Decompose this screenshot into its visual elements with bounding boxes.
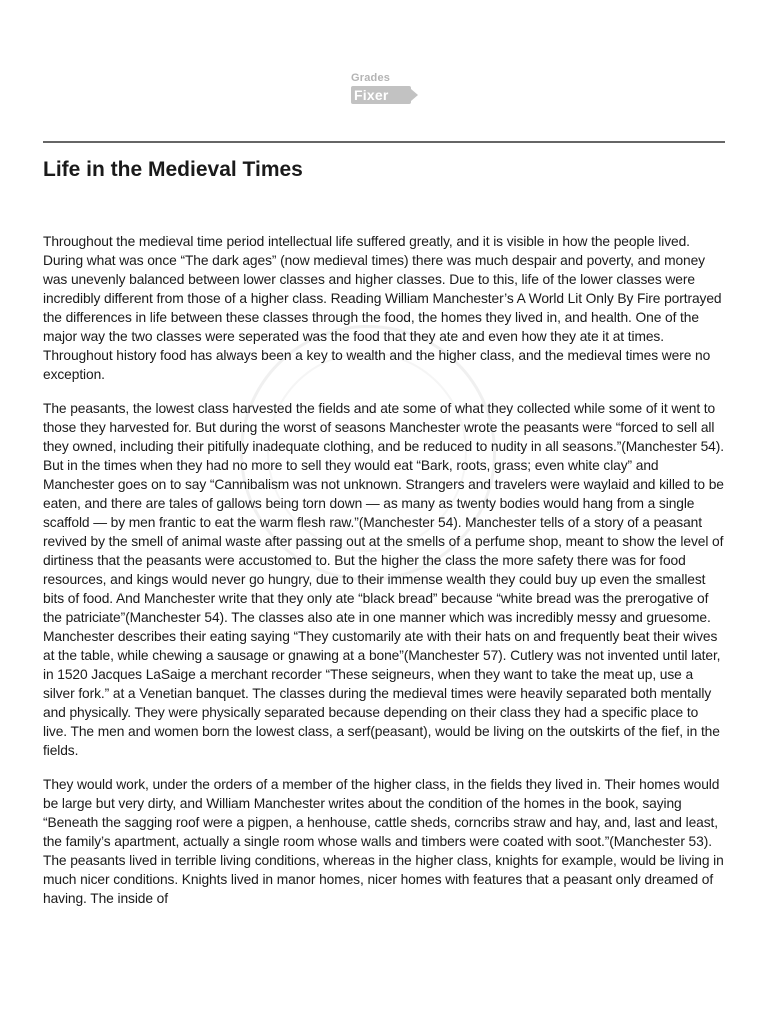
logo-text-fixer: Fixer (354, 87, 389, 103)
essay-paragraph-1: Throughout the medieval time period intellectual life suffered greatly, and it is visible in how the people lived. During what was once “The dark ages” (now medieval times) there was much despair and poverty, and money was unevenly balanced between lower classes and higher classes. Due to this, life of the lower classes were incredibly different from those of a higher class. Reading William Manchester’s A World Lit Only By Fire portrayed the differences in life between these classes through the food, the homes they lived in, and health. One of the major way the two classes were seperated was the food that they ate and even how they ate it at times. Throughout history food has always been a key to wealth and the higher class, and the medieval times were no exception. (43, 234, 722, 382)
logo-badge (351, 86, 411, 104)
document-title: Life in the Medieval Times (43, 158, 303, 181)
essay-body (43, 232, 725, 923)
logo-arrow-icon (411, 89, 418, 101)
essay-paragraph-2: The peasants, the lowest class harvested the fields and ate some of what they collected while some of it went to those they harvested for. But during the worst of seasons Manchester wrote the peasants were “forced to sell all they owned, including their pitifully inadequate clothing, and be reduced to nudity in all seasons.”(Manchester 54). But in the times when they had no more to sell they would eat “Bark, roots, grass; even white clay” and Manchester goes on to say “Cannibalism was not unknown. Strangers and travelers were waylaid and killed to be eaten, and there are tales of gallows being torn down — as many as twenty bodies would hang from a single scaffold — by men frantic to eat the warm flesh raw.”(Manchester 54). Manchester tells of a story of a peasant revived by the smell of animal waste after passing out at the smells of a perfume shop, meant to show the level of dirtiness that the peasants were accustomed to. But the higher the class the more safety there was for food resources, and kings would never go hungry, due to their immense wealth they could buy up even the smallest bits of food. And Manchester write that they only ate “black bread” because “white bread was the prerogative of the patriciate”(Manchester 54). The classes also ate in one manner which was incredibly messy and gruesome. Manchester describes their eating saying “They customarily ate with their hats on and frequently beat their wives at the table, while chewing a sausage or gnawing at a bone”(Manchester 57). Cutlery was not invented until later, in 1520 Jacques LaSaige a merchant recorder “These seigneurs, when they want to take the meat up, use a silver fork.” at a Venetian banquet. The classes during the medieval times were heavily separated both mentally and physically. They were physically separated because depending on their class they had a specific place to live. The men and women born the lowest class, a serf(peasant), would be living on the outskirts of the fief, in the fields. (43, 401, 724, 758)
header-divider (43, 141, 725, 143)
logo-text-grades: Grades (351, 72, 391, 84)
gradesfixer-logo (351, 72, 423, 106)
essay-paragraph-3: They would work, under the orders of a member of the higher class, in the fields they lived in. Their homes would be large but very dirty, and William Manchester writes about the condition of the homes in the book, saying “Beneath the sagging roof were a pigpen, a henhouse, cattle sheds, corncribs straw and hay, and, last and least, the family’s apartment, actually a single room whose walls and timbers were coated with soot.”(Manchester 53). The peasants lived in terrible living conditions, whereas in the higher class, knights for example, would be living in much nicer conditions. Knights lived in manor homes, nicer homes with features that a peasant only dreamed of having. The inside of (43, 777, 724, 906)
